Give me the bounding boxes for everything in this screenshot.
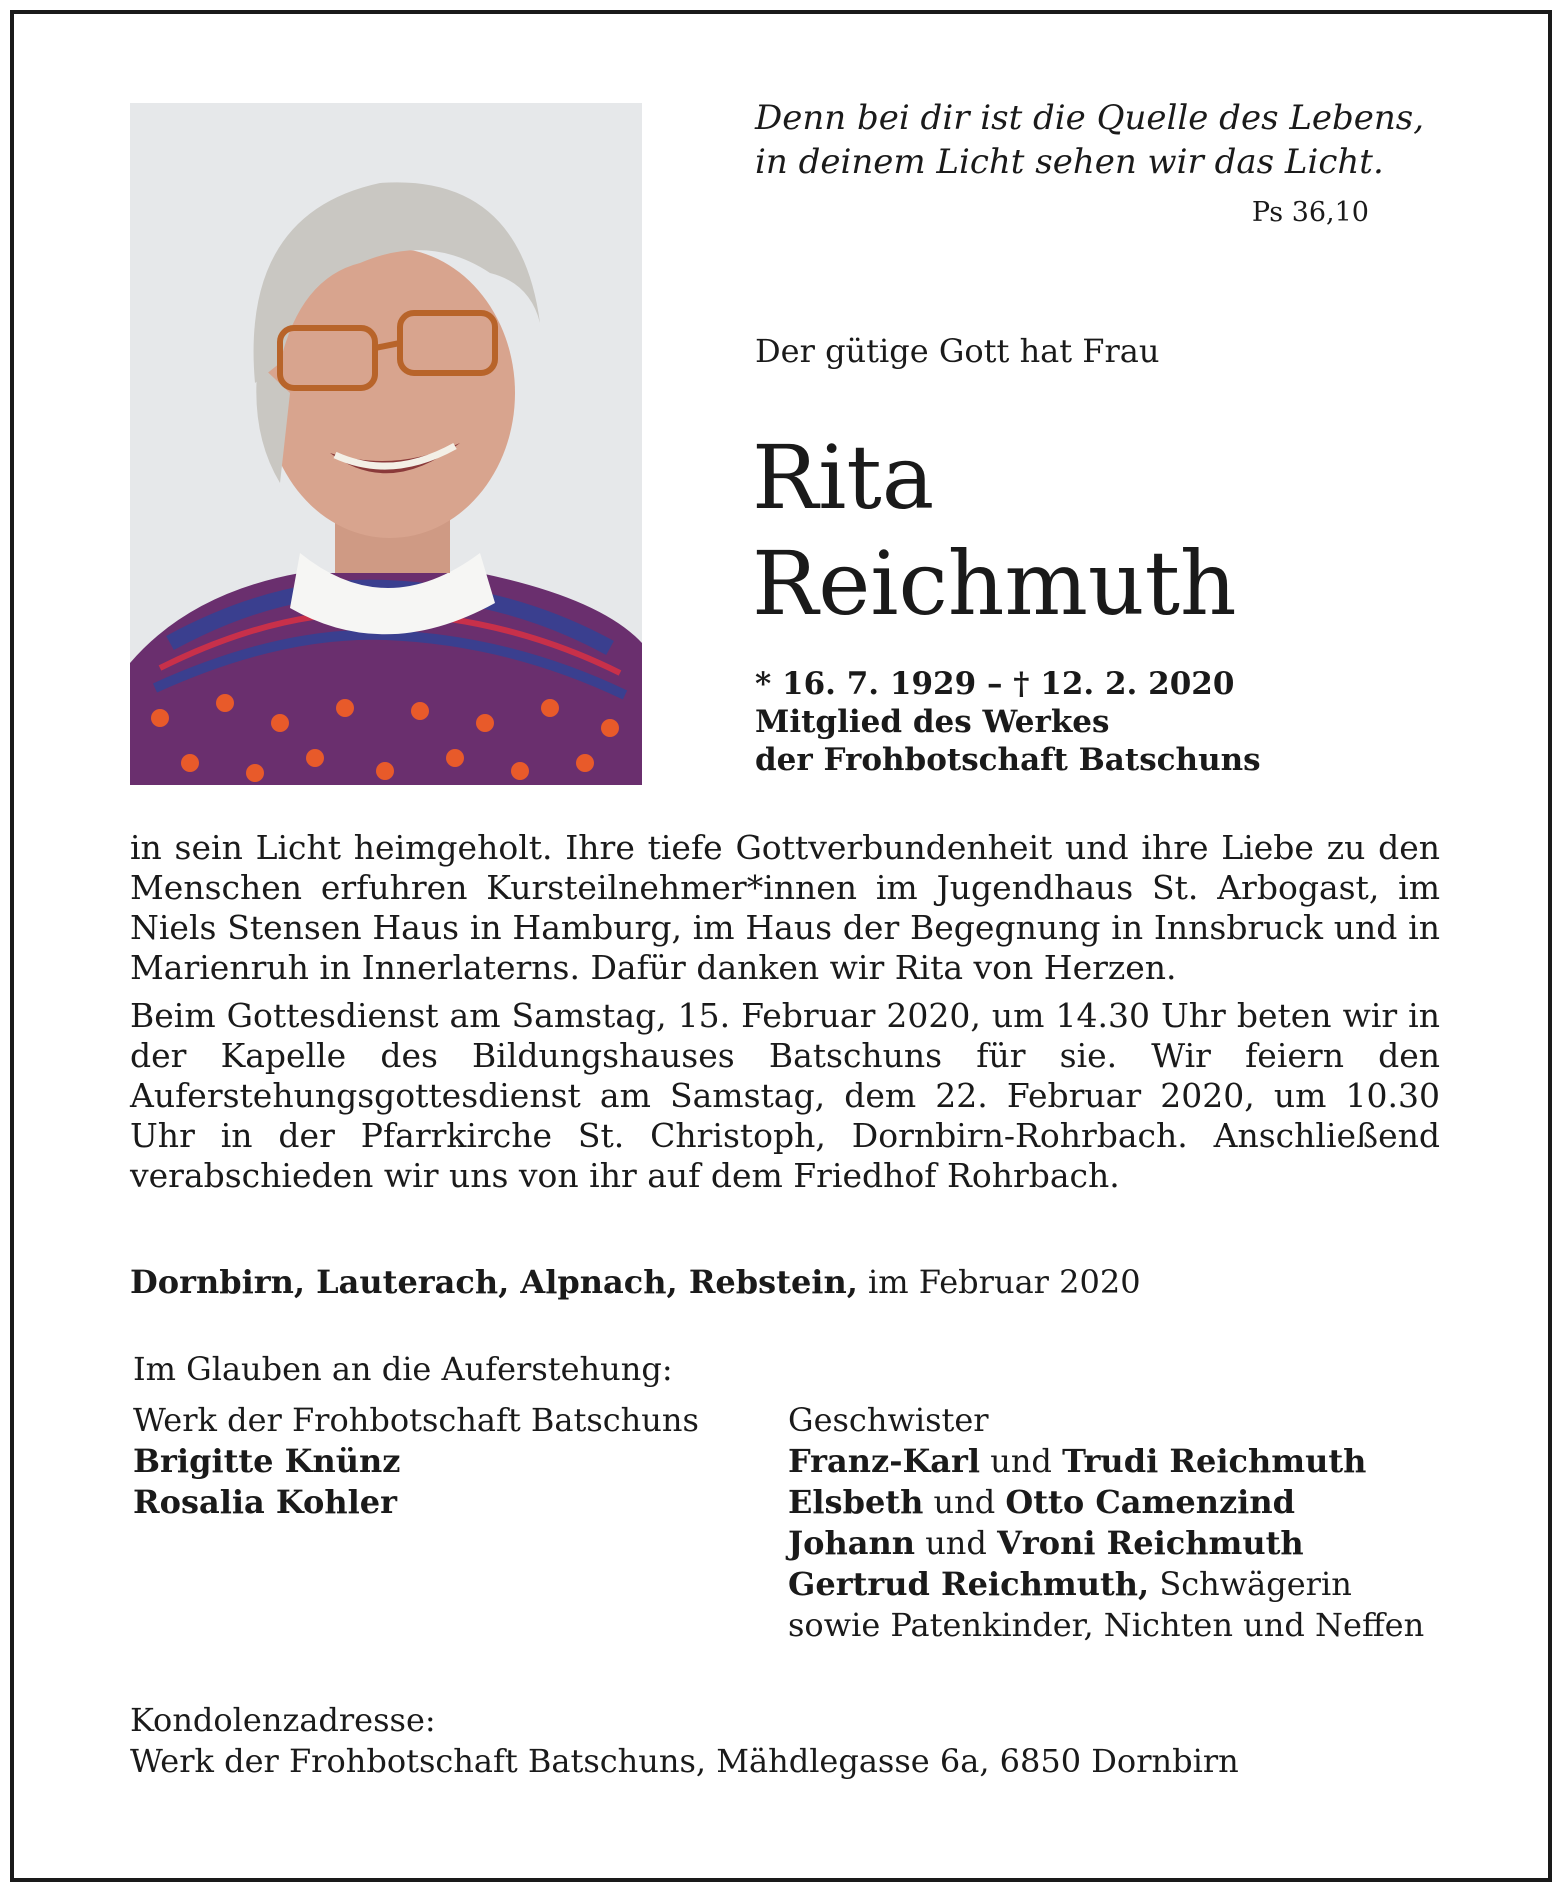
- conjunction: und: [915, 1524, 998, 1562]
- mourner-name: Brigitte Knünz: [133, 1442, 401, 1480]
- announcement-body: [130, 828, 1440, 1204]
- role-line-1: Mitglied des Werkes: [755, 704, 1110, 740]
- conjunction: und: [980, 1442, 1063, 1480]
- mourners-right: [788, 1400, 1424, 1646]
- bible-verse: [755, 96, 1455, 184]
- condolence-address: [130, 1700, 1239, 1782]
- sibling-name: Trudi Reichmuth: [1062, 1442, 1367, 1480]
- verse-reference: Ps 36,10: [1251, 197, 1369, 228]
- siblings-heading: Geschwister: [788, 1401, 989, 1439]
- last-name: Reichmuth: [752, 532, 1237, 635]
- sibling-name: Johann: [788, 1524, 916, 1562]
- mourner-org: Werk der Frohbotschaft Batschuns: [133, 1401, 699, 1439]
- condolence-label: Kondolenzadresse:: [130, 1701, 436, 1739]
- portrait-photo: [130, 103, 642, 785]
- sibling-name: Vroni Reichmuth: [997, 1524, 1304, 1562]
- faith-line: Im Glauben an die Auferstehung:: [133, 1350, 673, 1388]
- place-date-line: [130, 1262, 1141, 1302]
- condolence-address-text: Werk der Frohbotschaft Batschuns, Mähdlegasse 6a, 6850 Dornbirn: [130, 1742, 1239, 1780]
- verse-line-2: in deinem Licht sehen wir das Licht.: [755, 142, 1384, 182]
- role-line-2: der Frohbotschaft Batschuns: [755, 742, 1261, 778]
- sibling-name: Otto Camenzind: [1005, 1483, 1295, 1521]
- deceased-name: [752, 425, 1237, 637]
- conjunction: und: [923, 1483, 1006, 1521]
- relatives-line: sowie Patenkinder, Nichten und Neffen: [788, 1606, 1425, 1644]
- portrait-icon: [130, 103, 642, 785]
- sibling-name: Franz-Karl: [788, 1442, 981, 1480]
- announcement-date: im Februar 2020: [857, 1263, 1141, 1301]
- life-dates: * 16. 7. 1929 – † 12. 2. 2020: [755, 666, 1235, 702]
- towns: Dornbirn, Lauterach, Alpnach, Rebstein,: [130, 1263, 858, 1301]
- mourners-left: [133, 1400, 699, 1523]
- life-details: [755, 665, 1261, 779]
- body-paragraph-1: in sein Licht heimgeholt. Ihre tiefe Gottverbundenheit und ihre Liebe zu den Menschen erfuhren Kursteilnehmer*innen im Jugendhaus St. Arbogast, im Niels Stensen Haus in Hamburg, im Haus der Begegnung in Innsbruck und in Marienruh in Innerlaterns. Dafür danken wir Rita von Herzen.: [130, 828, 1440, 987]
- sibling-row: [788, 1482, 1424, 1523]
- sibling-row: [788, 1523, 1424, 1564]
- relation: Schwägerin: [1149, 1565, 1352, 1603]
- sibling-row: [788, 1564, 1424, 1605]
- first-name: Rita: [752, 426, 935, 529]
- sibling-name: Gertrud Reichmuth,: [788, 1565, 1150, 1603]
- body-paragraph-2: Beim Gottesdienst am Samstag, 15. Februar 2020, um 14.30 Uhr beten wir in der Kapelle des Bildungshauses Batschuns für sie. Wir feiern den Auferstehungsgottesdienst am Samstag, dem 22. Februar 2020, um 10.30 Uhr in der Pfarrkirche St. Christoph, Dornbirn-Rohrbach. Anschließend verabschieden wir uns von ihr auf dem Friedhof Rohrbach.: [130, 996, 1440, 1195]
- sibling-row: [788, 1441, 1424, 1482]
- sibling-name: Elsbeth: [788, 1483, 924, 1521]
- intro-line: Der gütige Gott hat Frau: [755, 332, 1160, 370]
- verse-line-1: Denn bei dir ist die Quelle des Lebens,: [755, 98, 1425, 138]
- mourner-name: Rosalia Kohler: [133, 1483, 397, 1521]
